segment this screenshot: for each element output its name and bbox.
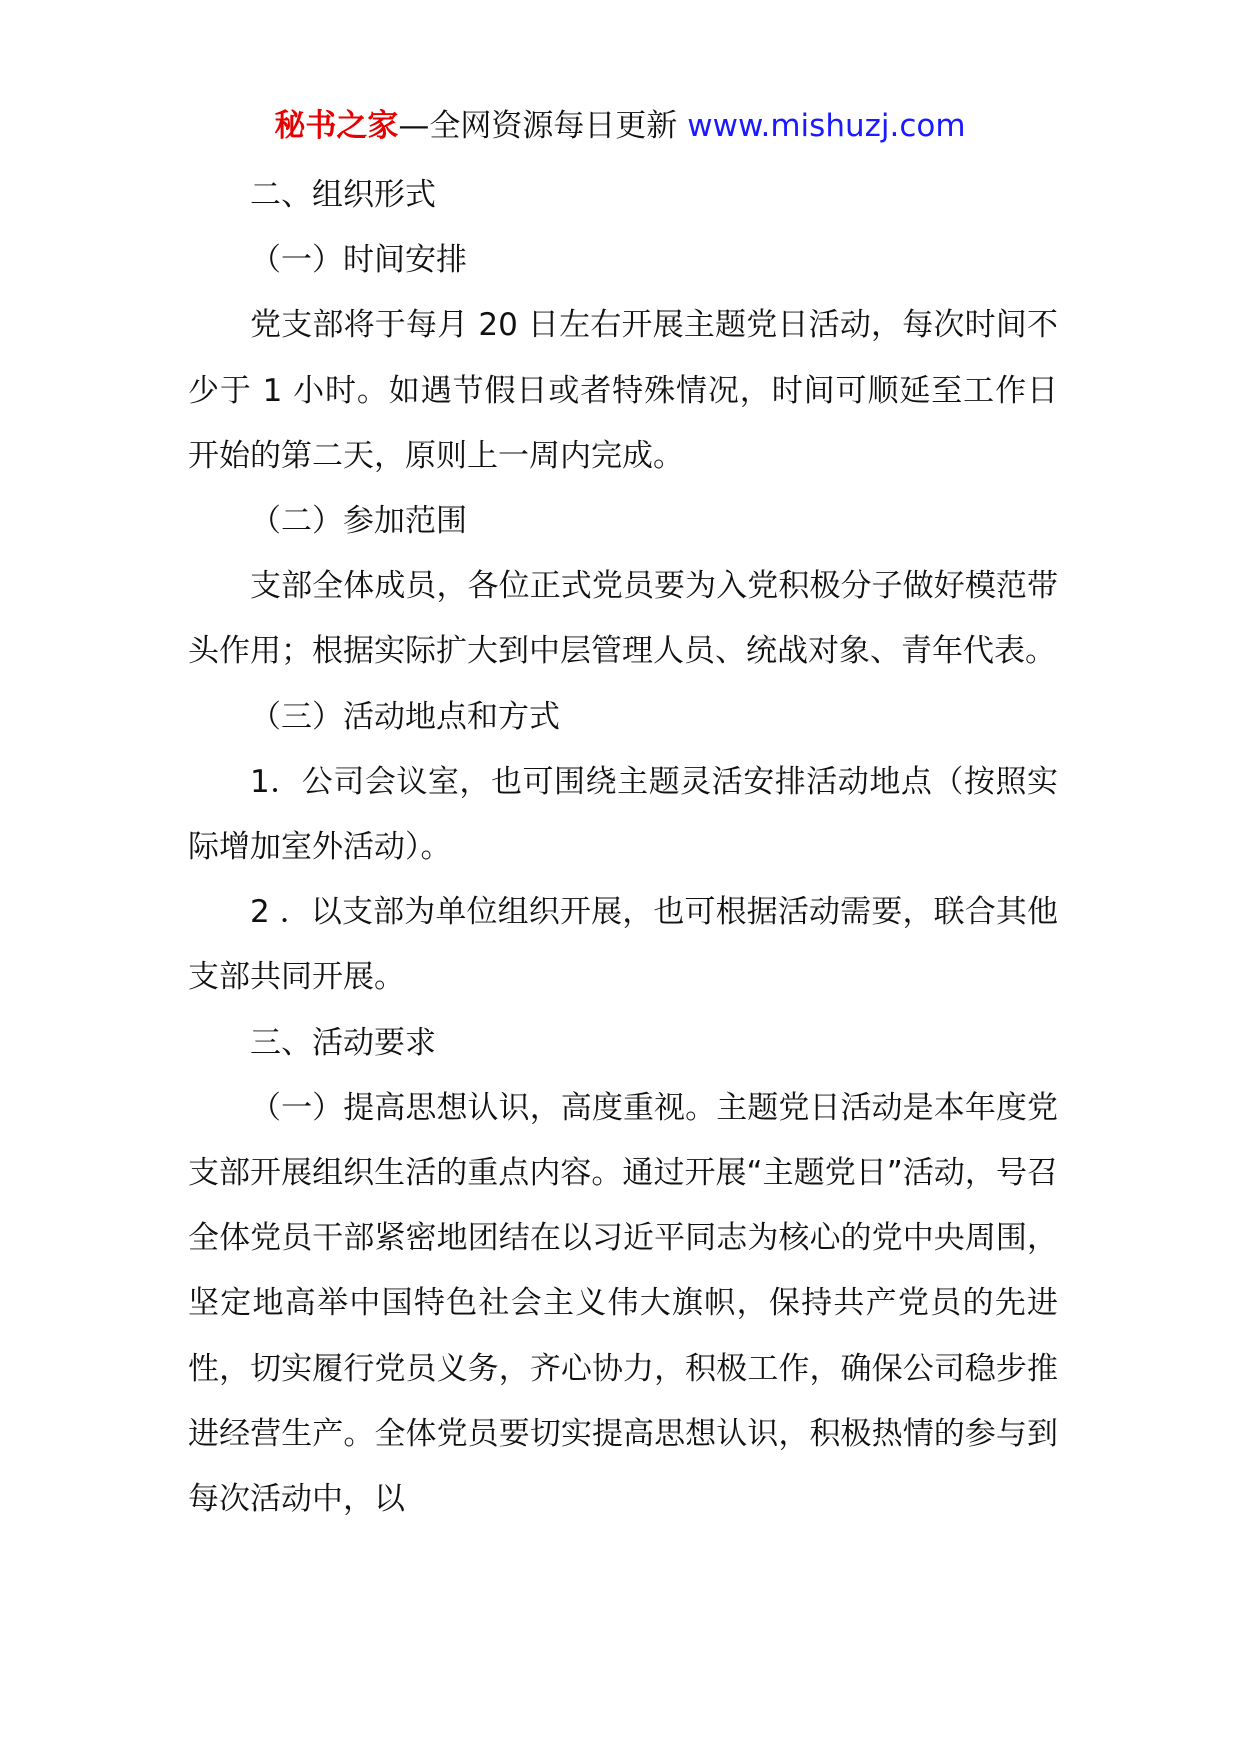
- paragraph-participants: 支部全体成员，各位正式党员要为入党积极分子做好模范带头作用；根据实际扩大到中层管理人员、统战对象、青年代表。: [188, 568, 1058, 670]
- paragraph-requirements: （一）提高思想认识，高度重视。主题党日活动是本年度党支部开展组织生活的重点内容。通过开展“主题党日”活动，号召全体党员干部紧密地团结在以习近平同志为核心的党中央周围，坚定地高举中国特色社会主义伟大旗帜，保持共产党员的先进性，切实履行党员义务，齐心协力，积极工作，确保公司稳步推进经营生产。全体党员要切实提高思想认识，积极热情的参与到每次活动中，以: [188, 1089, 1058, 1518]
- subheading-venue-method: （三）活动地点和方式: [250, 698, 560, 735]
- section-heading-requirements: 三、活动要求: [250, 1024, 436, 1061]
- section-heading-organization: 二、组织形式: [250, 177, 436, 213]
- list-item-method: 2 ．以支部为单位组织开展，也可根据活动需要，联合其他支部共同开展。: [188, 894, 1058, 996]
- paragraph-schedule: 党支部将于每月 20 日左右开展主题党日活动，每次时间不少于 1 小时。如遇节假日或者特殊情况，时间可顺延至工作日开始的第二天，原则上一周内完成。: [188, 307, 1058, 474]
- document-body: [188, 163, 1058, 1532]
- site-tagline: —全网资源每日更新: [398, 108, 688, 144]
- subheading-schedule: （一）时间安排: [250, 242, 467, 279]
- list-item-venue: 1．公司会议室，也可围绕主题灵活安排活动地点（按照实际增加室外活动）。: [188, 763, 1058, 866]
- site-brand: 秘书之家: [274, 108, 399, 144]
- subheading-participants: （二）参加范围: [250, 503, 467, 540]
- site-url[interactable]: www.mishuzj.com: [687, 108, 966, 144]
- site-watermark-header: [0, 104, 1240, 148]
